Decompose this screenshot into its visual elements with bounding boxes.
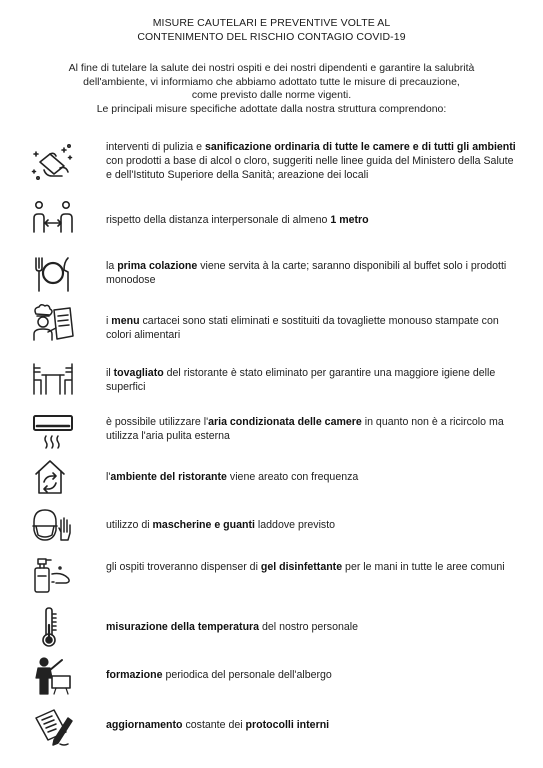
- sanitizer-dispenser-icon: [30, 554, 76, 598]
- measure-text: interventi di pulizia e sanificazione ordinaria di tutte le camere e di tutti gli ambienti con prodotti a base di alcol o cloro, suggeriti nelle linee guida del Ministero della Salute e dell'Istituto Superiore della Sanità; areazione dei locali: [106, 141, 516, 181]
- measure-text: l'ambiente del ristorante viene areato con frequenza: [106, 471, 359, 483]
- measure-item-air-conditioning: [30, 410, 520, 454]
- measure-item-masks-gloves: [30, 504, 520, 548]
- document-title: [0, 16, 543, 44]
- measure-text: il tovagliato del ristorante è stato eliminato per garantire una maggiore igiene delle superfici: [106, 367, 496, 393]
- thermometer-icon: [30, 606, 76, 650]
- intro-line-3: come previsto dalle norme vigenti.: [191, 89, 352, 101]
- ventilation-icon: [30, 456, 76, 500]
- mask-gloves-icon: [30, 504, 76, 548]
- training-icon: [30, 654, 76, 698]
- measure-text: gli ospiti troveranno dispenser di gel disinfettante per le mani in tutte le aree comuni: [106, 561, 505, 573]
- measure-item-sanitizer: [30, 554, 520, 598]
- intro-line-1: Al fine di tutelare la salute dei nostri ospiti e dei nostri dipendenti e garantire la salubrità: [68, 62, 475, 74]
- measure-text: è possibile utilizzare l'aria condizionata delle camere in quanto non è a ricircolo ma utilizza l'aria pulita esterna: [106, 416, 504, 442]
- measure-text: aggiornamento costante dei protocolli interni: [106, 719, 330, 731]
- measure-item-distance: [30, 198, 520, 242]
- air-conditioner-icon: [30, 410, 76, 454]
- protocol-update-icon: [30, 704, 76, 748]
- measure-item-ventilation: [30, 456, 520, 500]
- measure-text: utilizzo di mascherine e guanti laddove previsto: [106, 519, 336, 531]
- measure-text: misurazione della temperatura del nostro personale: [106, 621, 359, 633]
- measure-text: rispetto della distanza interpersonale di almeno 1 metro: [106, 214, 369, 226]
- cleaning-icon: [30, 140, 76, 184]
- social-distance-icon: [30, 198, 76, 242]
- title-line-2: CONTENIMENTO DEL RISCHIO CONTAGIO COVID-19: [137, 31, 406, 43]
- measure-item-training: [30, 654, 520, 698]
- measure-text: i menu cartacei sono stati eliminati e sostituiti da tovagliette monouso stampate con colori alimentari: [106, 315, 499, 341]
- measure-item-protocols: [30, 704, 520, 748]
- intro-paragraph: [30, 62, 513, 116]
- measure-text: formazione periodica del personale dell'albergo: [106, 669, 332, 681]
- chef-menu-icon: [30, 302, 76, 346]
- measure-item-menu: [30, 302, 520, 352]
- measure-item-tablecloth: [30, 358, 520, 402]
- table-chairs-icon: [30, 358, 76, 402]
- intro-line-2: dell'ambiente, vi informiamo che abbiamo adottato tutte le misure di precauzione,: [83, 75, 460, 88]
- measure-item-breakfast: [30, 252, 520, 296]
- measure-item-temperature: [30, 606, 520, 650]
- measure-text: la prima colazione viene servita à la carte; saranno disponibili al buffet solo i prodotti monodose: [106, 260, 507, 286]
- plate-cutlery-icon: [30, 252, 76, 296]
- intro-line-4: Le principali misure specifiche adottate dalla nostra struttura comprendono:: [96, 102, 447, 115]
- title-line-1: MISURE CAUTELARI E PREVENTIVE VOLTE AL: [152, 17, 391, 29]
- measure-item-cleaning: [30, 134, 520, 194]
